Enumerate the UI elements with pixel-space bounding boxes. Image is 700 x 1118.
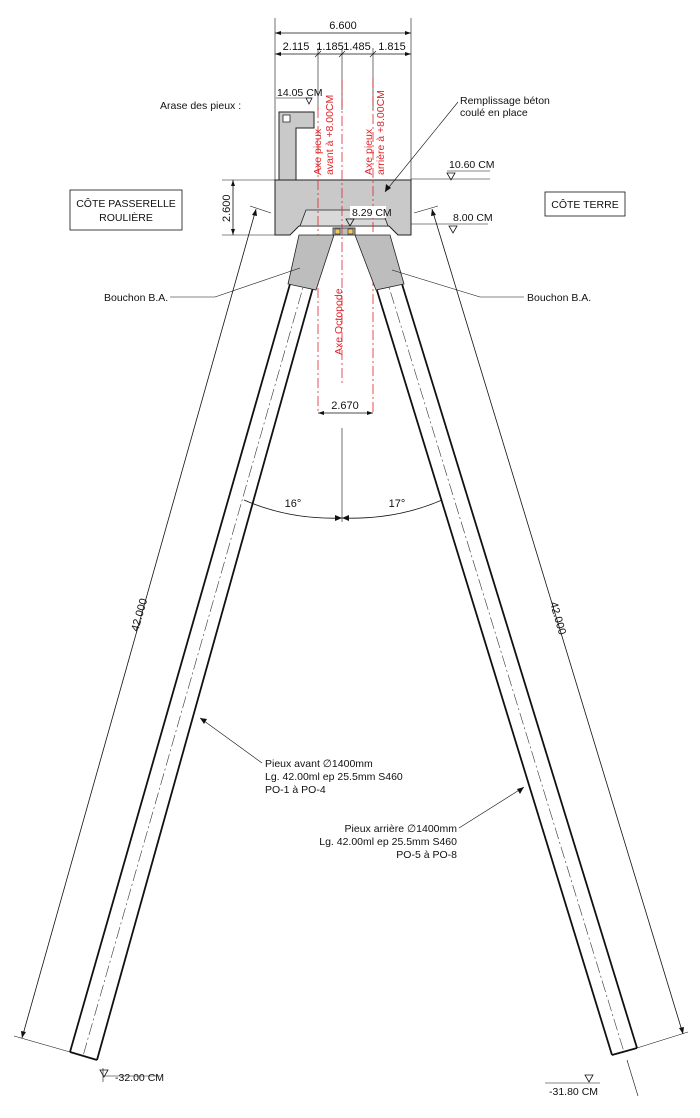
pieux-avant-l1: Pieux avant ∅1400mm xyxy=(265,758,373,770)
dim-seg4: 1.815 xyxy=(378,41,406,53)
arase-label: Arase des pieux : xyxy=(160,100,242,112)
axe-octopode-label: Axe Octopode xyxy=(333,288,345,355)
bouchon-right-shape xyxy=(355,235,404,290)
dim-pile-length-right: 42.000 xyxy=(547,600,568,637)
axe-arriere-label-l1: Axe pieux xyxy=(363,128,375,175)
pile-right xyxy=(355,235,637,1055)
remplissage-l1: Remplissage béton xyxy=(460,95,550,107)
level-pile-tip-left: -32.00 CM xyxy=(115,1072,165,1084)
bouchon-left-shape xyxy=(288,235,334,290)
level-pile-tip-right: -31.80 CM xyxy=(549,1086,599,1098)
pile-spacing-dimension xyxy=(318,400,373,415)
pieux-arriere-l2: Lg. 42.00ml ep 25.5mm S460 xyxy=(319,836,457,848)
pile-left xyxy=(70,235,334,1060)
bouchon-left-label: Bouchon B.A. xyxy=(104,292,169,304)
pieux-arriere-l3: PO-5 à PO-8 xyxy=(396,849,457,861)
cote-terre: CÔTE TERRE xyxy=(551,199,619,211)
cote-passerelle-l1: CÔTE PASSERELLE xyxy=(76,198,176,210)
dim-total-width: 6.600 xyxy=(329,20,357,32)
axe-avant-label-l2: avant à +8.00CM xyxy=(324,94,336,175)
level-arase: 14.05 CM xyxy=(277,87,323,99)
angle-right: 17° xyxy=(388,498,406,510)
cote-passerelle-l2: ROULIÈRE xyxy=(99,212,153,224)
level-mid: 8.29 CM xyxy=(352,207,392,219)
pieux-avant-l2: Lg. 42.00ml ep 25.5mm S460 xyxy=(265,771,403,783)
pile-length-dimensions xyxy=(14,206,688,1052)
level-top: 10.60 CM xyxy=(449,159,495,171)
level-bottom: 8.00 CM xyxy=(453,212,493,224)
axes xyxy=(312,78,387,522)
pieux-avant-l3: PO-1 à PO-4 xyxy=(265,784,326,796)
angle-arcs xyxy=(244,498,442,521)
dim-seg1: 2.115 xyxy=(282,41,310,53)
pieux-arriere-l1: Pieux arrière ∅1400mm xyxy=(344,823,457,835)
remplissage-l2: coulé en place xyxy=(460,107,528,119)
cap-height-dimension xyxy=(221,180,275,235)
bouchon-right-label: Bouchon B.A. xyxy=(527,292,592,304)
dim-seg2: 1.185 xyxy=(316,41,344,53)
dim-seg3: 1.485 xyxy=(343,41,371,53)
dim-pile-length-left: 42.000 xyxy=(129,597,151,633)
axe-avant-label-l1: Axe pieux xyxy=(312,128,324,175)
axe-arriere-label-l2: arrière à +8.00CM xyxy=(375,90,387,175)
angle-left: 16° xyxy=(284,498,302,510)
dim-cap-height: 2.600 xyxy=(221,194,233,222)
dim-pile-spacing: 2.670 xyxy=(331,400,359,412)
